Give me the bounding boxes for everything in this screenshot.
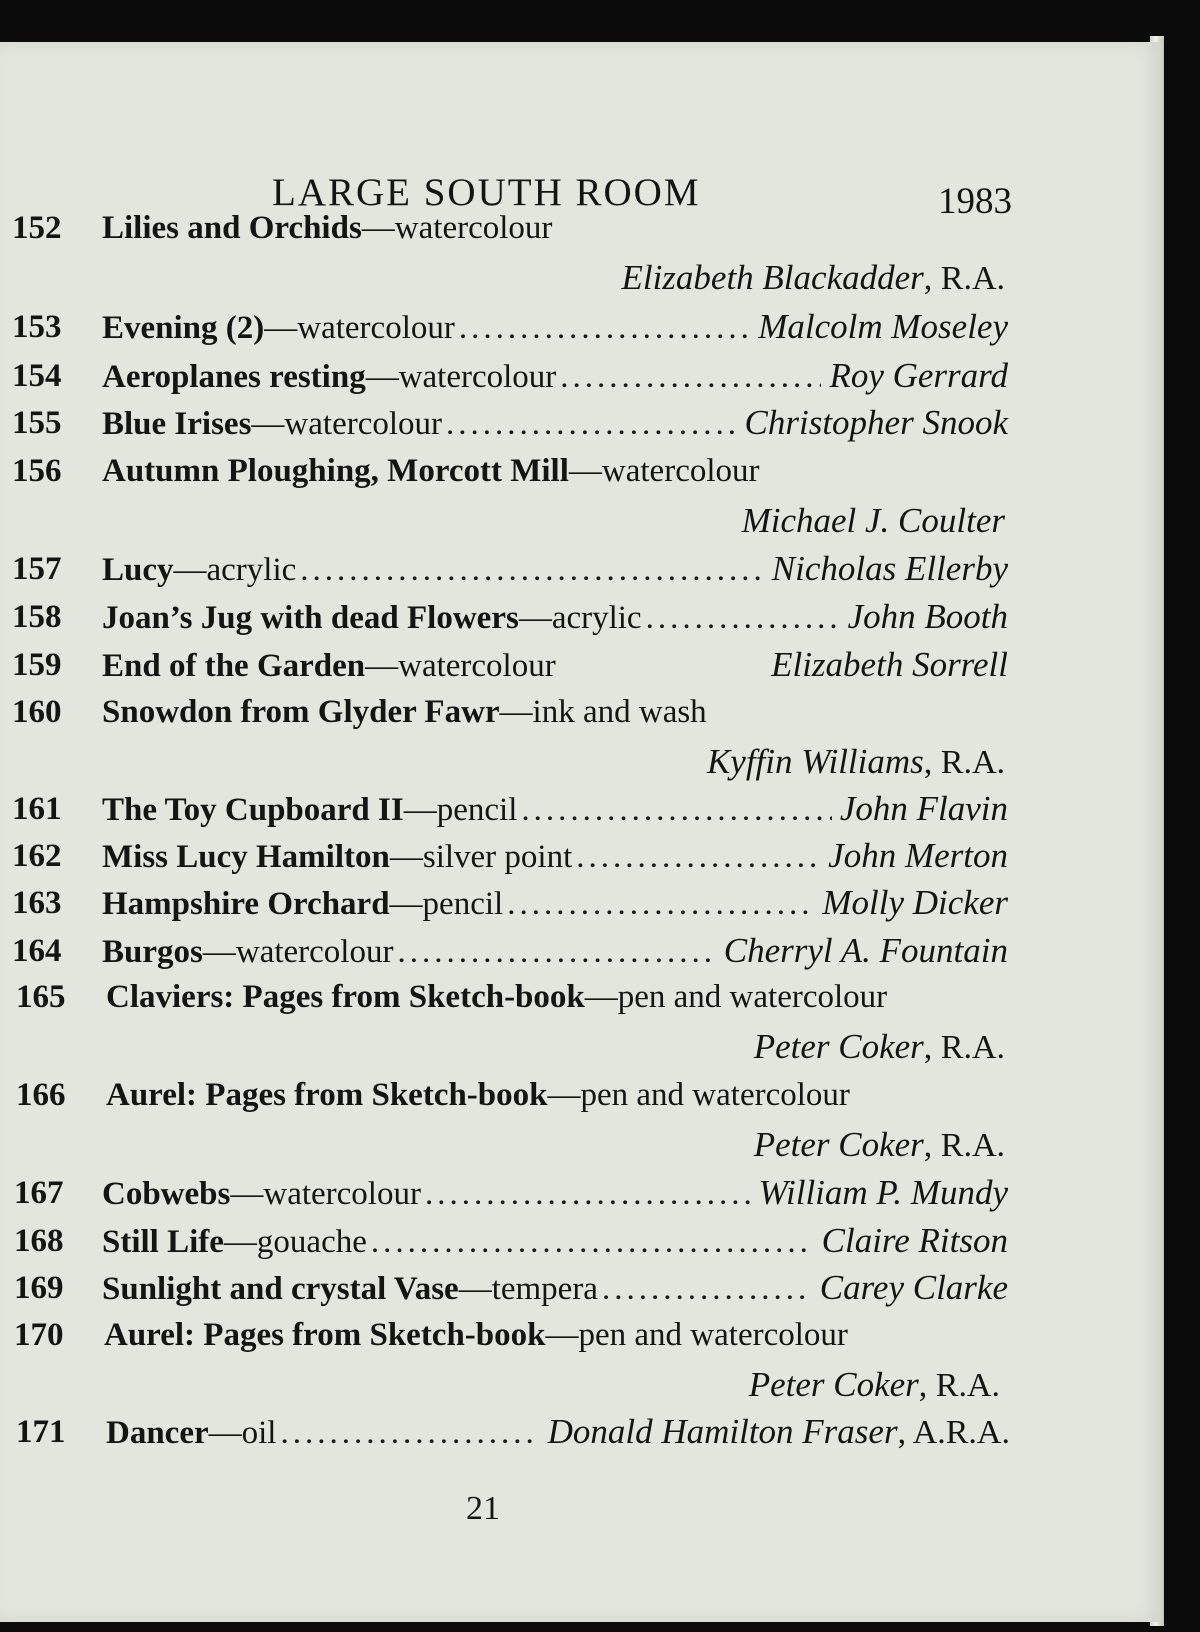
artist-line (102, 498, 1005, 545)
entry-line (102, 304, 1008, 351)
entry-artist: William P. Mundy (758, 1173, 1008, 1212)
leader-dots (280, 1410, 539, 1456)
catalogue-entry (0, 304, 1160, 358)
entry-title: Blue Irises (102, 406, 252, 442)
catalogue-entry (0, 1218, 1160, 1272)
artist-suffix: , A.R.A. (897, 1414, 1010, 1451)
entry-number: 166 (16, 1077, 66, 1113)
page-number: 21 (466, 1490, 500, 1527)
entry-medium: —pencil (389, 886, 504, 922)
entry-title: Evening (2) (102, 310, 265, 346)
artist-line (102, 739, 1005, 786)
catalogue-entry (0, 448, 1160, 540)
entry-line (102, 1218, 1008, 1265)
entry-title: Snowdon from Glyder Fawr (102, 694, 500, 730)
entry-artist: Kyffin Williams (706, 742, 924, 781)
catalogue-entry (0, 353, 1160, 407)
entry-number: 152 (12, 210, 62, 246)
entry-medium: —watercolour (365, 648, 556, 684)
entry-medium: —pen and watercolour (584, 979, 888, 1015)
entry-title: Still Life (102, 1224, 224, 1260)
entry-title: Aeroplanes resting (102, 359, 366, 395)
artist-suffix: , R.A. (918, 1367, 1000, 1404)
entry-number: 158 (12, 599, 62, 635)
entry-line (106, 1409, 1010, 1456)
entry-medium: —pencil (403, 792, 518, 828)
entry-number: 170 (14, 1317, 64, 1353)
catalogue-entry (0, 400, 1160, 454)
entry-medium: —watercolour (264, 310, 455, 346)
room-heading: LARGE SOUTH ROOM (272, 171, 701, 214)
entry-line (106, 974, 1012, 1020)
leader-dots (507, 881, 814, 927)
entry-medium: —watercolour (230, 1176, 421, 1212)
entry-line (104, 1312, 990, 1358)
entry-number: 169 (14, 1270, 64, 1306)
artist-suffix: , R.A. (923, 1029, 1005, 1066)
catalogue-entry (0, 1170, 1160, 1224)
entry-number: 157 (12, 551, 62, 587)
entry-title: Miss Lucy Hamilton (102, 839, 390, 875)
leader-dots (459, 305, 750, 351)
entry-number: 165 (16, 979, 66, 1015)
entry-artist: Claire Ritson (821, 1221, 1008, 1260)
entry-title: Joan’s Jug with dead Flowers (102, 600, 519, 636)
entry-line (102, 1170, 1008, 1217)
entry-artist: John Booth (847, 597, 1008, 636)
entry-medium: —acrylic (173, 552, 297, 588)
entry-title: Lilies and Orchids (102, 210, 362, 246)
entry-medium: —watercolour (365, 359, 557, 395)
entry-number: 171 (16, 1414, 66, 1450)
catalogue-entry (0, 546, 1160, 600)
catalogue-entry (0, 1409, 1160, 1463)
entry-line (102, 353, 1008, 400)
leader-dots (446, 401, 737, 447)
catalogue-entry (0, 880, 1160, 934)
entry-number: 159 (12, 647, 62, 683)
entry-line (102, 642, 1008, 689)
entry-number: 162 (12, 838, 62, 874)
entry-line (102, 880, 1008, 927)
entry-artist: Elizabeth Sorrell (771, 645, 1008, 684)
entry-line (102, 205, 1008, 251)
leader-dots (576, 834, 820, 880)
entry-artist: John Merton (828, 836, 1008, 875)
entry-medium: —watercolour (568, 453, 760, 489)
entry-number: 168 (14, 1223, 64, 1259)
entry-title: Hampshire Orchard (102, 886, 390, 922)
leader-dots (397, 929, 715, 975)
entry-artist: Donald Hamilton Fraser (547, 1412, 898, 1451)
catalogue-entry (0, 205, 1160, 297)
entry-number: 160 (12, 694, 62, 730)
entry-medium: —watercolour (202, 934, 394, 970)
entry-artist: Peter Coker (753, 1125, 924, 1164)
artist-suffix: , R.A. (923, 744, 1005, 781)
leader-dots (521, 787, 831, 833)
entry-title: Aurel: Pages from Sketch-book (106, 1077, 548, 1113)
leader-dots (371, 1219, 814, 1265)
catalogue-entry (0, 594, 1160, 648)
entry-number: 163 (12, 885, 62, 921)
entry-line (102, 1265, 1008, 1312)
entry-line (102, 594, 1008, 641)
entry-title: Claviers: Pages from Sketch-book (106, 979, 585, 1015)
entry-medium: —silver point (389, 839, 573, 875)
catalogue-entry (0, 1312, 1160, 1404)
entry-artist: Christopher Snook (744, 403, 1008, 442)
entry-line (102, 400, 1008, 447)
entry-medium: —acrylic (518, 600, 642, 636)
entry-medium: —watercolour (251, 406, 443, 442)
catalogue-entry (0, 1265, 1160, 1319)
entry-title: Dancer (106, 1415, 209, 1451)
entry-medium: —pen and watercolour (545, 1317, 848, 1353)
entry-medium: —oil (208, 1415, 277, 1451)
entry-title: Lucy (102, 552, 174, 588)
entry-number: 156 (12, 453, 62, 489)
catalogue-entry (0, 974, 1160, 1066)
entry-number: 164 (12, 933, 62, 969)
catalogue-page (0, 42, 1162, 1622)
entry-artist: John Flavin (839, 789, 1008, 828)
entry-artist: Michael J. Coulter (741, 501, 1005, 540)
artist-line (102, 255, 1005, 302)
leader-dots (646, 595, 840, 641)
artist-line (102, 1024, 1005, 1071)
artist-line (102, 1122, 1005, 1169)
entry-title: Cobwebs (102, 1176, 231, 1212)
entry-medium: —tempera (458, 1271, 598, 1307)
entry-line (102, 786, 1008, 833)
catalogue-entry (0, 786, 1160, 840)
entry-title: Autumn Ploughing, Morcott Mill (102, 453, 569, 489)
entry-artist: Carey Clarke (819, 1268, 1008, 1307)
entry-artist: Roy Gerrard (829, 356, 1008, 395)
leader-dots (425, 1171, 751, 1217)
entry-number: 161 (12, 791, 62, 827)
artist-suffix: , R.A. (923, 260, 1005, 297)
entry-artist: Peter Coker (748, 1365, 919, 1404)
catalogue-entry (0, 833, 1160, 887)
entry-title: The Toy Cupboard II (102, 792, 404, 828)
artist-line (102, 1362, 1000, 1409)
entry-number: 155 (12, 405, 62, 441)
entry-title: Aurel: Pages from Sketch-book (104, 1317, 546, 1353)
entry-artist: Cherryl A. Fountain (723, 931, 1008, 970)
entry-artist: Elizabeth Blackadder (621, 258, 924, 297)
entry-title: Burgos (102, 934, 203, 970)
entry-number: 153 (12, 309, 62, 345)
leader-dots (602, 1266, 812, 1312)
entry-number: 154 (12, 358, 62, 394)
catalogue-entry (0, 642, 1160, 696)
year-heading: 1983 (938, 181, 1012, 222)
entry-medium: —pen and watercolour (547, 1077, 850, 1113)
entry-medium: —ink and wash (499, 694, 707, 730)
leader-dots (560, 354, 821, 400)
entry-line (102, 448, 1008, 494)
catalogue-entry (0, 1072, 1160, 1164)
entry-line (102, 546, 1008, 593)
entry-title: Sunlight and crystal Vase (102, 1271, 459, 1307)
entry-medium: —gouache (223, 1224, 367, 1260)
entry-artist: Nicholas Ellerby (771, 549, 1008, 588)
entry-line (102, 928, 1008, 975)
entry-title: End of the Garden (102, 648, 366, 684)
artist-suffix: , R.A. (923, 1127, 1005, 1164)
entry-line (102, 833, 1008, 880)
entry-artist: Peter Coker (753, 1027, 924, 1066)
catalogue-entry (0, 689, 1160, 781)
entry-artist: Malcolm Moseley (758, 307, 1008, 346)
leader-dots (300, 547, 763, 593)
entry-artist: Molly Dicker (822, 883, 1008, 922)
entry-line (106, 1072, 1010, 1118)
entry-number: 167 (14, 1175, 64, 1211)
entry-line (102, 689, 1008, 735)
entry-medium: —watercolour (361, 210, 553, 246)
